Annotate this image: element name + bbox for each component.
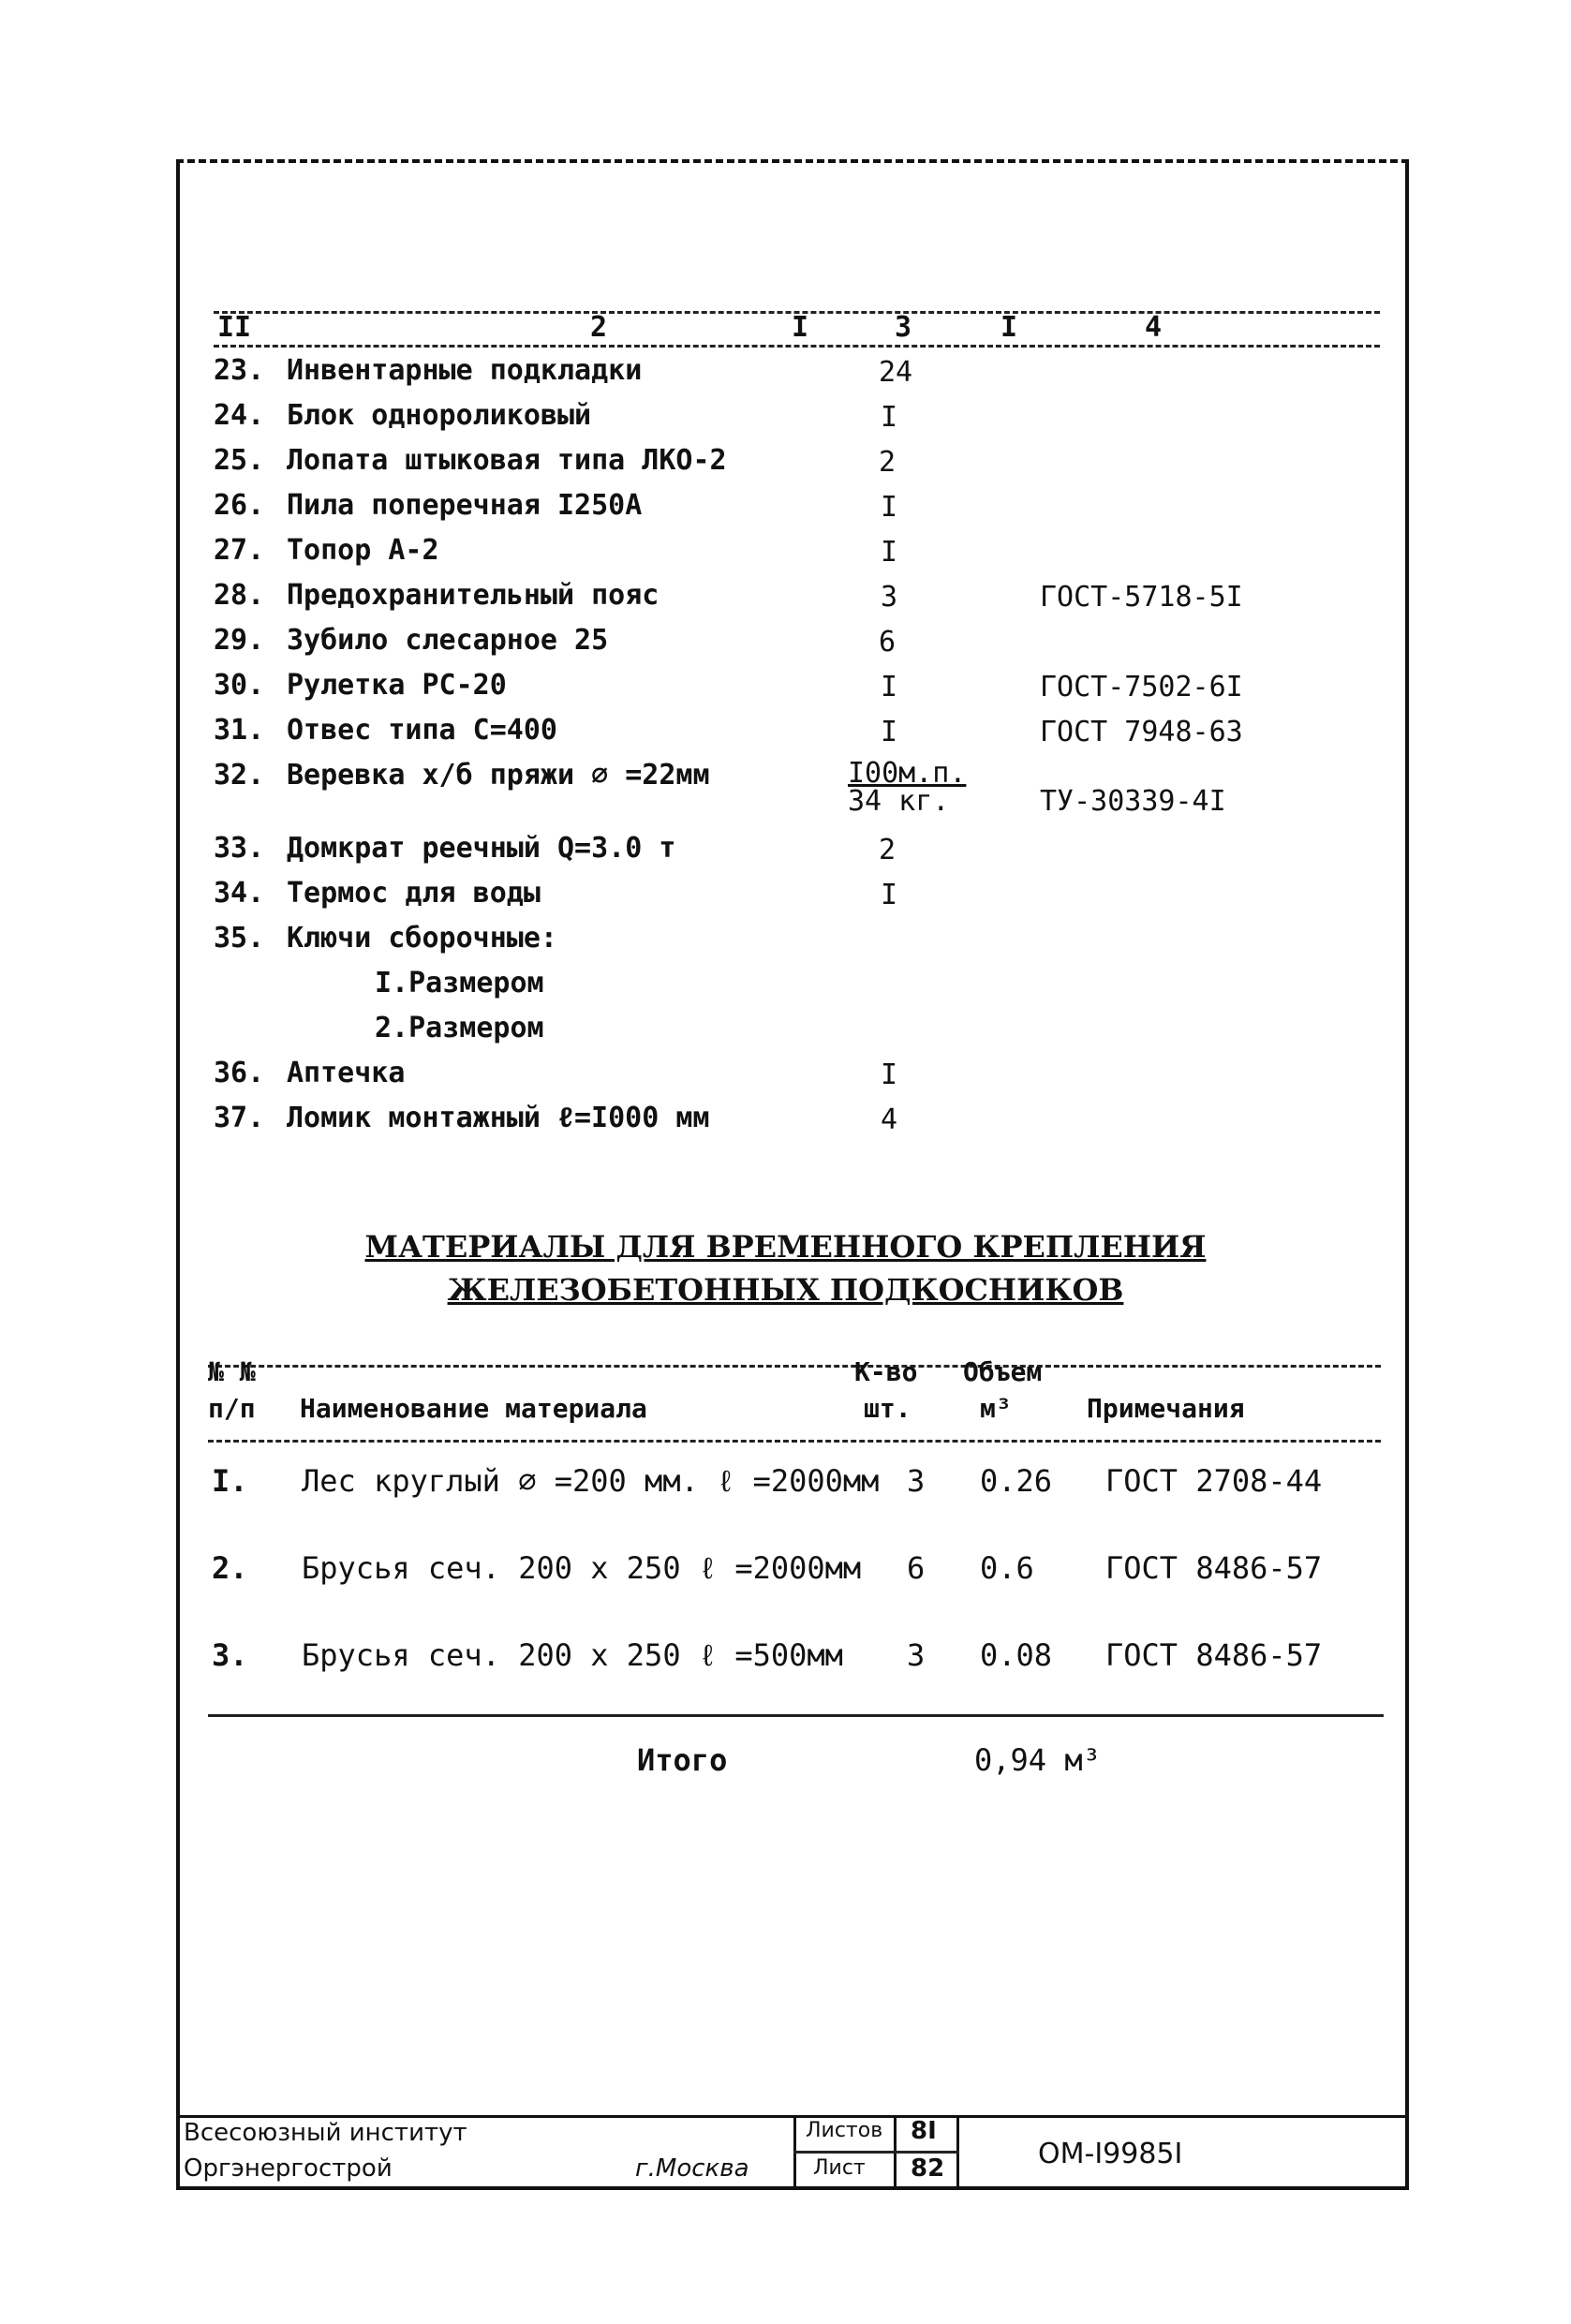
table-row-num: 3. (212, 1637, 248, 1673)
item-name: Топор А-2 (287, 534, 439, 567)
title-block-code-cell (956, 2115, 1409, 2190)
item-name: Блок однороликовый (287, 399, 592, 432)
list-item (214, 399, 591, 432)
table-row-qty: 3 (907, 1637, 926, 1673)
header-num-2: п/п (208, 1393, 256, 1424)
item-qty: 4 (881, 1103, 898, 1136)
org-subname: Оргэнергострой (184, 2154, 393, 2183)
item-note: ГОСТ-5718-5I (1040, 581, 1243, 614)
column-header-bottom-rule (214, 345, 1380, 348)
item-number: 26. (214, 489, 265, 522)
item-number: 37. (214, 1102, 265, 1134)
item-qty: I (881, 491, 898, 524)
item-name: I.Размером (375, 967, 544, 999)
item-name: Аптечка (287, 1057, 406, 1089)
table-row-name: Брусья сеч. 200 х 250 ℓ =500мм (302, 1637, 843, 1673)
list-item (375, 967, 544, 999)
table-row-num: I. (212, 1463, 248, 1499)
item-number: 28. (214, 579, 265, 612)
label-sheets: Листов (806, 2119, 883, 2142)
sheet-value: 82 (911, 2154, 945, 2183)
table-row-qty: 3 (907, 1463, 926, 1499)
item-qty: I (881, 671, 898, 703)
list-item (214, 534, 439, 567)
list-item (214, 354, 642, 387)
item-note: ГОСТ 7948-63 (1040, 716, 1243, 748)
item-name: Предохранительный пояс (287, 579, 660, 612)
header-num-1: № № (208, 1356, 256, 1387)
item-number: 25. (214, 444, 265, 477)
list-item (214, 877, 541, 910)
column-header-sep-1: I (792, 311, 809, 344)
label-sheet: Лист (813, 2156, 866, 2180)
item-qty: I (881, 536, 898, 569)
item-qty: I (881, 1058, 898, 1091)
item-qty-secondary: 34 кг. (848, 785, 950, 818)
table-row-name: Лес круглый ∅ =200 мм. ℓ =2000мм (302, 1463, 880, 1499)
column-header-1: II (217, 311, 252, 344)
item-number: 36. (214, 1057, 265, 1089)
list-item (214, 714, 557, 747)
item-number: 23. (214, 354, 265, 387)
total-label: Итого (637, 1742, 728, 1778)
item-qty: 24 (879, 356, 913, 389)
table-header-bottom-rule (208, 1440, 1381, 1443)
header-note: Примечания (1087, 1393, 1245, 1424)
total-value: 0,94 м³ (974, 1742, 1101, 1778)
table-row-note: ГОСТ 2708-44 (1105, 1463, 1323, 1499)
list-item (214, 832, 675, 865)
table-row-name: Брусья сеч. 200 х 250 ℓ =2000мм (302, 1550, 862, 1586)
list-item (375, 1012, 544, 1044)
column-header-sep-2: I (1000, 311, 1018, 344)
header-name: Наименование материала (300, 1393, 647, 1424)
title-block (176, 2115, 1409, 2190)
item-number: 32. (214, 759, 265, 792)
item-qty: I (881, 716, 898, 748)
item-qty: 3 (881, 581, 898, 614)
item-number: 31. (214, 714, 265, 747)
header-vol-1: Объем (963, 1356, 1043, 1387)
list-item (214, 489, 642, 522)
column-header-4: 4 (1145, 311, 1163, 344)
table-row-qty: 6 (907, 1550, 926, 1586)
table-row-note: ГОСТ 8486-57 (1105, 1637, 1323, 1673)
item-name: 2.Размером (375, 1012, 544, 1044)
table-row-vol: 0.26 (980, 1463, 1053, 1499)
list-item (214, 759, 710, 792)
list-item (214, 1057, 405, 1089)
list-item (214, 444, 727, 477)
item-name: Отвес типа С=400 (287, 714, 557, 747)
list-item (214, 669, 507, 702)
table-row-vol: 0.08 (980, 1637, 1053, 1673)
item-number: 29. (214, 624, 265, 657)
item-number: 30. (214, 669, 265, 702)
header-qty-1: К-во (854, 1356, 918, 1387)
title-block-divider (793, 2151, 959, 2154)
table-row-num: 2. (212, 1550, 248, 1586)
table-header-top-rule (208, 1365, 1381, 1368)
list-item (214, 624, 608, 657)
item-number: 24. (214, 399, 265, 432)
section-title-line1: МАТЕРИАЛЫ ДЛЯ ВРЕМЕННОГО КРЕПЛЕНИЯ (364, 1229, 1207, 1265)
section-title-line2: ЖЕЛЕЗОБЕТОННЫХ ПОДКОСНИКОВ (447, 1272, 1124, 1308)
item-name: Зубило слесарное 25 (287, 624, 609, 657)
list-item (214, 1102, 709, 1136)
total-rule (208, 1714, 1384, 1717)
item-number: 27. (214, 534, 265, 567)
city: г.Москва (635, 2154, 749, 2183)
item-number: 35. (214, 922, 265, 955)
item-name: Термос для воды (287, 877, 541, 910)
item-name: Домкрат реечный Q=3.0 т (287, 832, 676, 865)
column-header-3: 3 (895, 311, 912, 344)
document-code: ОМ-I9985I (1038, 2138, 1183, 2170)
item-name: Инвентарные подкладки (287, 354, 643, 387)
column-header-2: 2 (590, 311, 608, 344)
table-row-note: ГОСТ 8486-57 (1105, 1550, 1323, 1586)
item-qty: I (881, 879, 898, 911)
item-qty: 6 (879, 626, 897, 659)
item-qty: 2 (879, 446, 897, 479)
item-note: ГОСТ-7502-6I (1040, 671, 1243, 703)
list-item (214, 922, 557, 955)
item-number: 34. (214, 877, 265, 910)
item-name: Рулетка РС-20 (287, 669, 507, 702)
header-vol-2: м³ (980, 1393, 1012, 1424)
item-qty: I00м.п. (848, 757, 967, 790)
item-name: Веревка х/б пряжи ∅ =22мм (287, 759, 710, 792)
item-note: ТУ-30339-4I (1040, 785, 1226, 818)
sheets-value: 8I (911, 2117, 937, 2145)
item-name: Ключи сборочные: (287, 922, 557, 955)
item-number: 33. (214, 832, 265, 865)
item-name: Лопата штыковая типа ЛКО-2 (287, 444, 727, 477)
item-name: Пила поперечная I250А (287, 489, 643, 522)
org-name: Всесоюзный институт (184, 2119, 467, 2147)
item-qty: I (881, 401, 898, 434)
table-row-vol: 0.6 (980, 1550, 1034, 1586)
header-qty-2: шт. (864, 1393, 911, 1424)
item-qty: 2 (879, 834, 897, 866)
list-item (214, 579, 659, 612)
item-name: Ломик монтажный ℓ=I000 мм (287, 1102, 710, 1134)
